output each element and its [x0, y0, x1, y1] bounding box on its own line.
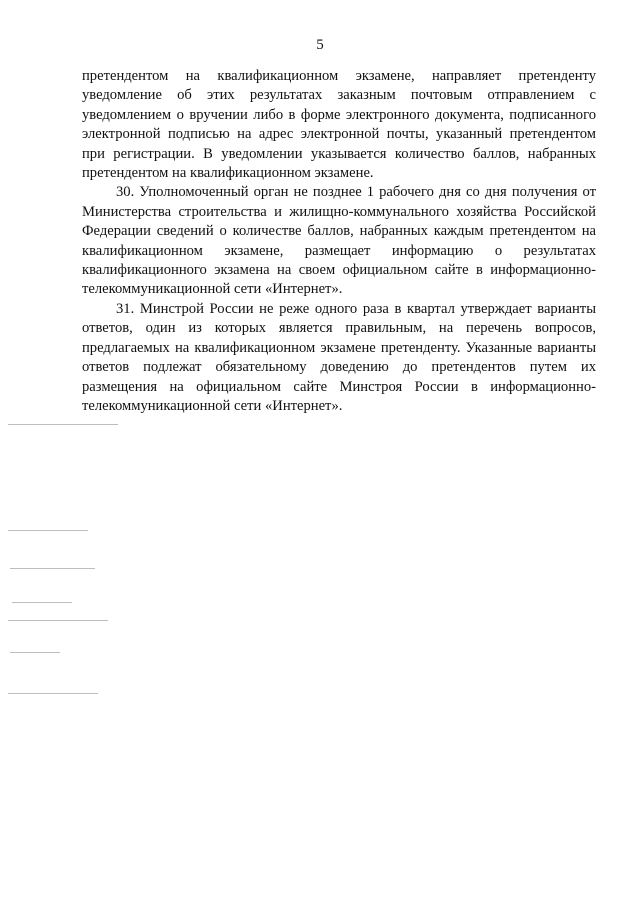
scan-artifact [10, 652, 60, 653]
body-text [82, 67, 596, 416]
page-number: 5 [316, 37, 324, 53]
scan-artifact [8, 620, 108, 621]
paragraph-30: 30. Уполномоченный орган не позднее 1 рабочего дня со дня получения от Министерства строительства и жилищно-коммунального хозяйства Российской Федерации сведений о количестве баллов, набранных каждым претендентом на квалификационном экзамене, размещает информацию о результатах квалификационного экзамена на своем официальном сайте в информационно-телекоммуникационной сети «Интернет». [82, 184, 596, 298]
scan-artifact [8, 530, 88, 531]
scan-artifact [12, 602, 72, 603]
scan-artifact [8, 424, 118, 425]
paragraph-continuation: претендентом на квалификационном экзамене, направляет претенденту уведомление об этих результатах заказным почтовым отправлением с уведомлением о вручении либо в форме электронного документа, подписанного электронной подписью на адрес электронной почты, указанный претендентом при регистрации. В уведомлении указывается количество баллов, набранных претендентом на квалификационном экзамене. [82, 68, 596, 182]
paragraph-31: 31. Минстрой России не реже одного раза в квартал утверждает варианты ответов, один из которых является правильным, на перечень вопросов, предлагаемых на квалификационном экзамене претенденту. Указанные варианты ответов подлежат обязательному доведению до претендентов путем их размещения на официальном сайте Минстроя России в информационно-телекоммуникационной сети «Интернет». [82, 300, 596, 414]
scan-artifact [8, 693, 98, 694]
scan-artifact [10, 568, 95, 569]
